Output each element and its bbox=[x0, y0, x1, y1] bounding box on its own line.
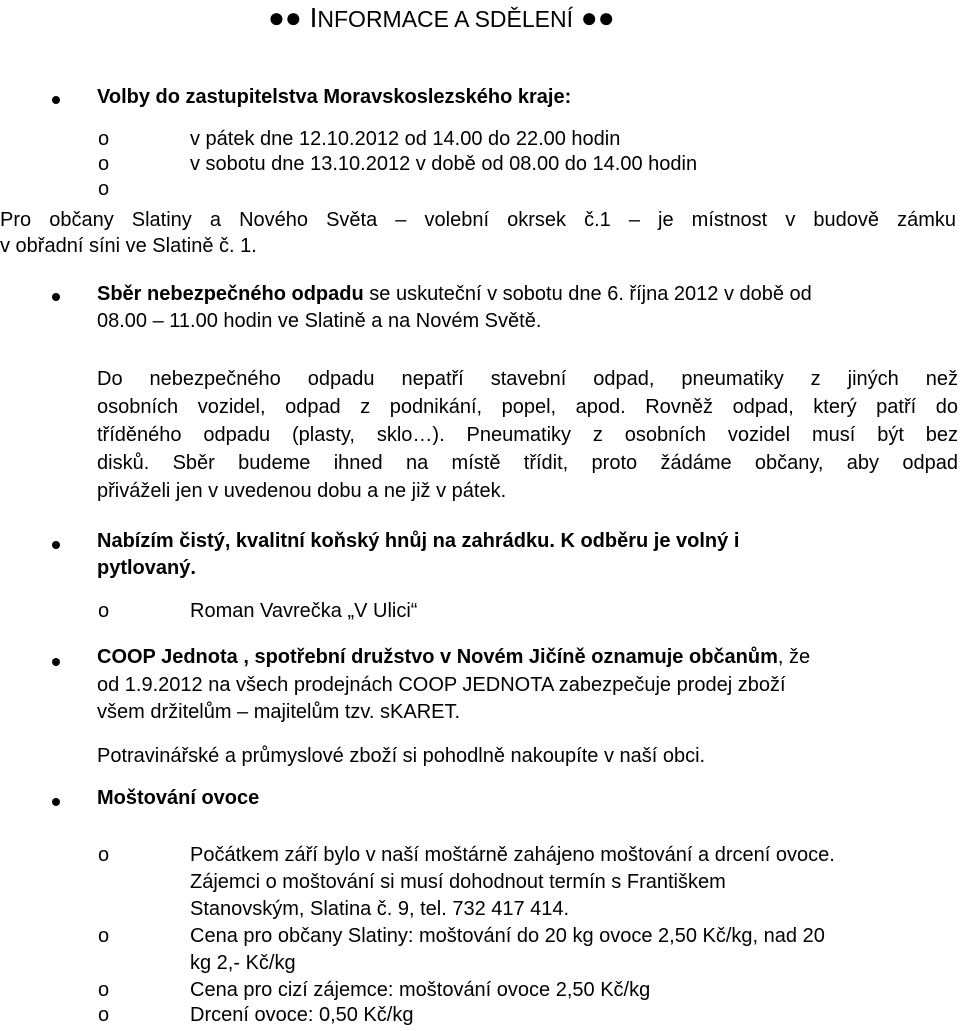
odpad-para-line-4: disků. Sběr budeme ihned na místě třídit, proto žádáme občany, aby odpad bbox=[97, 452, 958, 474]
title-first-letter: I bbox=[309, 2, 318, 33]
mostovani-item-4: Drcení ovoce: 0,50 Kč/kg bbox=[190, 1004, 414, 1026]
coop-note: Potravinářské a průmyslové zboží si pohodlně nakoupíte v naší obci. bbox=[97, 745, 706, 767]
circle-bullet-icon: o bbox=[98, 600, 110, 622]
title-bullets-left: ●● bbox=[268, 2, 302, 33]
mostovani-item-2-line-2: kg 2,- Kč/kg bbox=[190, 952, 296, 974]
circle-bullet-icon: o bbox=[98, 178, 110, 200]
coop-line-1-rest: , že bbox=[777, 646, 811, 668]
mostovani-item-1-line-1: Počátkem září bylo v naší moštárně zahájeno moštování a drcení ovoce. bbox=[190, 844, 835, 866]
volby-note bbox=[0, 209, 956, 258]
odpad-paragraph bbox=[97, 365, 958, 505]
circle-bullet-icon: o bbox=[98, 128, 110, 150]
volby-heading: Volby do zastupitelstva Moravskoslezského kraje: bbox=[97, 86, 572, 108]
volby-item-2: v sobotu dne 13.10.2012 v době od 08.00 do 14.00 hodin bbox=[190, 153, 698, 175]
bullet-icon bbox=[52, 96, 60, 104]
mostovani-item-1-line-3: Stanovským, Slatina č. 9, tel. 732 417 414. bbox=[190, 898, 570, 920]
mostovani-item-2-line-1: Cena pro občany Slatiny: moštování do 20 kg ovoce 2,50 Kč/kg, nad 20 bbox=[190, 925, 825, 947]
mostovani-item-3: Cena pro cizí zájemce: moštování ovoce 2,50 Kč/kg bbox=[190, 979, 651, 1001]
hnuj-line-1: Nabízím čistý, kvalitní koňský hnůj na zahrádku. K odběru je volný i bbox=[97, 530, 740, 552]
title-text: NFORMACE A SDĚLENÍ bbox=[317, 6, 574, 32]
hnuj-author: Roman Vavrečka „V Ulici“ bbox=[190, 600, 418, 622]
bullet-icon bbox=[52, 541, 60, 549]
odpad-para-line-2: osobních vozidel, odpad z podnikání, popel, apod. Rovněž odpad, který patří do bbox=[97, 396, 958, 418]
circle-bullet-icon: o bbox=[98, 925, 110, 947]
odpad-line-1-rest: se uskuteční v sobotu dne 6. října 2012 v době od bbox=[363, 283, 812, 305]
circle-bullet-icon: o bbox=[98, 1004, 110, 1026]
title-bullets-right: ●● bbox=[580, 2, 615, 33]
mostovani-item-1-line-2: Zájemci o moštování si musí dohodnout termín s Františkem bbox=[190, 871, 726, 893]
mostovani-heading: Moštování ovoce bbox=[97, 787, 260, 809]
odpad-line-2: 08.00 – 11.00 hodin ve Slatině a na Novém Světě. bbox=[97, 310, 542, 332]
coop-bold: COOP Jednota , spotřební družstvo v Novém Jičíně oznamuje občanům bbox=[97, 646, 778, 668]
page-title bbox=[268, 2, 615, 34]
odpad-para-line-5: přiváželi jen v uvedenou dobu a ne již v pátek. bbox=[97, 480, 507, 502]
volby-note-line-2: v obřadní síni ve Slatině č. 1. bbox=[0, 235, 257, 257]
odpad-line-1 bbox=[97, 283, 812, 306]
volby-note-line-1: Pro občany Slatiny a Nového Světa – volební okrsek č.1 – je místnost v budově zámku bbox=[0, 209, 956, 231]
circle-bullet-icon: o bbox=[98, 153, 110, 175]
odpad-bold: Sběr nebezpečného odpadu bbox=[97, 283, 364, 305]
bullet-icon bbox=[52, 798, 60, 806]
coop-line-3: všem držitelům – majitelům tzv. sKARET. bbox=[97, 701, 461, 723]
odpad-para-line-3: tříděného odpadu (plasty, sklo…). Pneumatiky z osobních vozidel musí být bez bbox=[97, 424, 958, 446]
hnuj-line-2: pytlovaný. bbox=[97, 557, 196, 579]
odpad-para-line-1: Do nebezpečného odpadu nepatří stavební odpad, pneumatiky z jiných než bbox=[97, 368, 958, 390]
bullet-icon bbox=[52, 293, 60, 301]
coop-line-1 bbox=[97, 646, 810, 669]
circle-bullet-icon: o bbox=[98, 979, 110, 1001]
coop-line-2: od 1.9.2012 na všech prodejnách COOP JEDNOTA zabezpečuje prodej zboží bbox=[97, 674, 786, 696]
bullet-icon bbox=[52, 658, 60, 666]
circle-bullet-icon: o bbox=[98, 844, 110, 866]
volby-item-1: v pátek dne 12.10.2012 od 14.00 do 22.00 hodin bbox=[190, 128, 621, 150]
